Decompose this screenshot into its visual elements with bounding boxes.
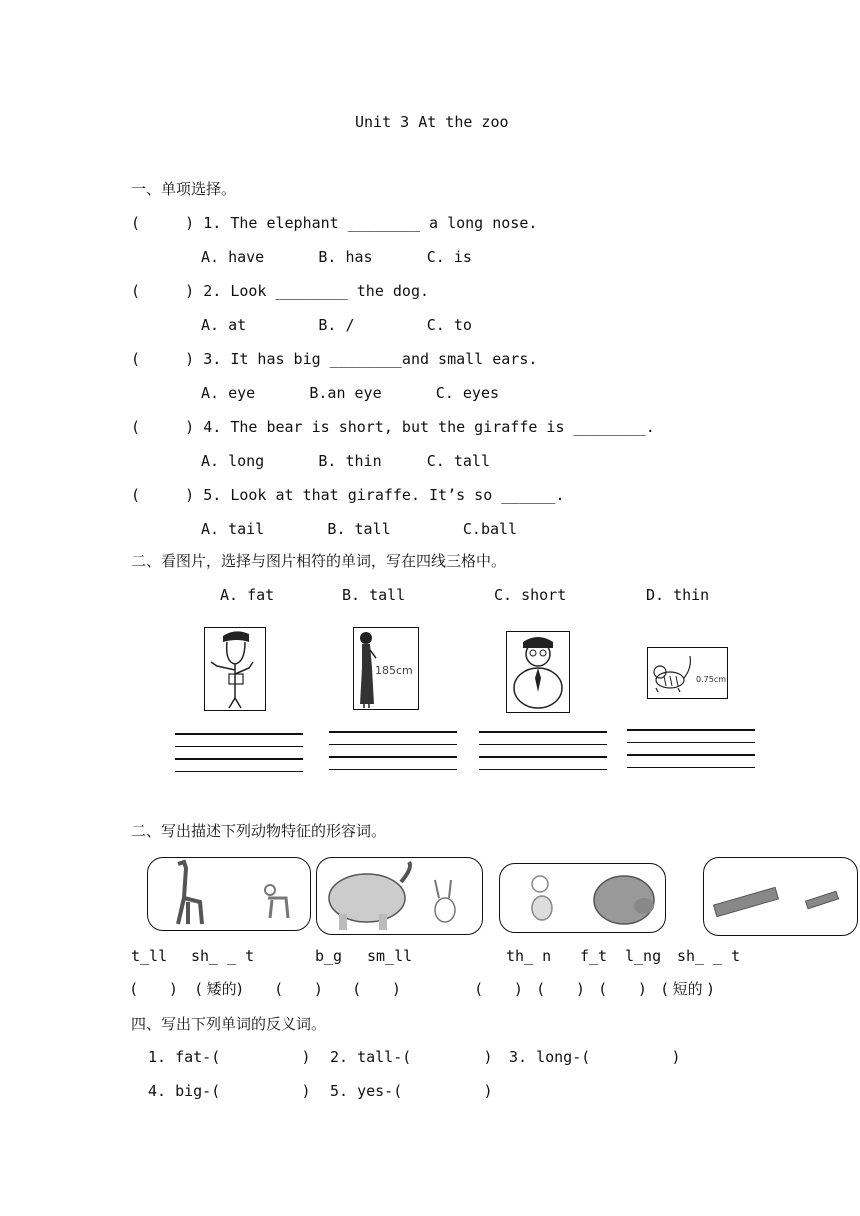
word-3: b_g xyxy=(315,947,343,965)
answer-2[interactable]: ( 矮的) xyxy=(196,980,243,998)
writing-lines-2[interactable] xyxy=(329,731,457,781)
rulers-card xyxy=(703,857,858,936)
word-4: sm_ll xyxy=(367,947,413,965)
answer-6[interactable]: ( ) xyxy=(538,980,584,998)
word-2: sh_ _ t xyxy=(191,947,255,965)
antonym-4[interactable]: 4. big-( ) xyxy=(148,1082,311,1100)
choice-c: C. short xyxy=(494,586,567,604)
answer-5[interactable]: ( ) xyxy=(476,980,522,998)
height-label: 185cm xyxy=(375,664,413,677)
question-3-stem: ( ) 3. It has big ________and small ears. xyxy=(131,350,538,368)
answer-8[interactable]: ( 短的 ) xyxy=(662,980,714,998)
answer-3[interactable]: ( ) xyxy=(276,980,322,998)
word-8: sh_ _ t xyxy=(677,947,741,965)
question-5-stem: ( ) 5. Look at that giraffe. It’s so ______. xyxy=(131,486,565,504)
answer-7[interactable]: ( ) xyxy=(600,980,646,998)
choice-b: B. tall xyxy=(342,586,406,604)
answer-4[interactable]: ( ) xyxy=(354,980,400,998)
question-2-stem: ( ) 2. Look ________ the dog. xyxy=(131,282,430,300)
tiger-image xyxy=(647,647,728,699)
section4-heading: 四、写出下列单词的反义词。 xyxy=(131,1015,327,1033)
answer-1[interactable]: ( ) xyxy=(131,980,177,998)
section1-heading: 一、单项选择。 xyxy=(131,180,237,198)
question-1-stem: ( ) 1. The elephant ________ a long nose. xyxy=(131,214,538,232)
antonym-1[interactable]: 1. fat-( ) xyxy=(148,1048,311,1066)
writing-lines-3[interactable] xyxy=(479,731,607,781)
thin-man-image xyxy=(204,627,266,711)
tall-woman-image xyxy=(353,627,419,710)
giraffe-deer-card xyxy=(147,857,311,931)
page-title: Unit 3 At the zoo xyxy=(355,113,509,131)
question-4-options: A. long B. thin C. tall xyxy=(201,452,490,470)
word-1: t_ll xyxy=(131,947,168,965)
choice-a: A. fat xyxy=(220,586,275,604)
word-6: f_t xyxy=(580,947,608,965)
elephant-rabbit-card xyxy=(316,857,483,935)
word-5: th_ n xyxy=(506,947,552,965)
section2-heading: 二、看图片，选择与图片相符的单词，写在四线三格中。 xyxy=(131,552,507,570)
section3-heading: 二、写出描述下列动物特征的形容词。 xyxy=(131,822,387,840)
word-7: l_ng xyxy=(625,947,662,965)
question-1-options: A. have B. has C. is xyxy=(201,248,472,266)
choice-d: D. thin xyxy=(646,586,710,604)
tiger-size-label: 0.75cm xyxy=(696,675,727,684)
writing-lines-1[interactable] xyxy=(175,733,303,783)
question-2-options: A. at B. / C. to xyxy=(201,316,472,334)
fat-man-image xyxy=(506,631,570,713)
writing-lines-4[interactable] xyxy=(627,729,755,779)
antonym-5[interactable]: 5. yes-( ) xyxy=(330,1082,493,1100)
question-3-options: A. eye B.an eye C. eyes xyxy=(201,384,500,402)
antonym-2[interactable]: 2. tall-( ) xyxy=(330,1048,493,1066)
monkey-hippo-card xyxy=(499,863,666,933)
question-5-options: A. tail B. tall C.ball xyxy=(201,520,518,538)
question-4-stem: ( ) 4. The bear is short, but the giraffe is ________. xyxy=(131,418,655,436)
antonym-3[interactable]: 3. long-( ) xyxy=(509,1048,681,1066)
